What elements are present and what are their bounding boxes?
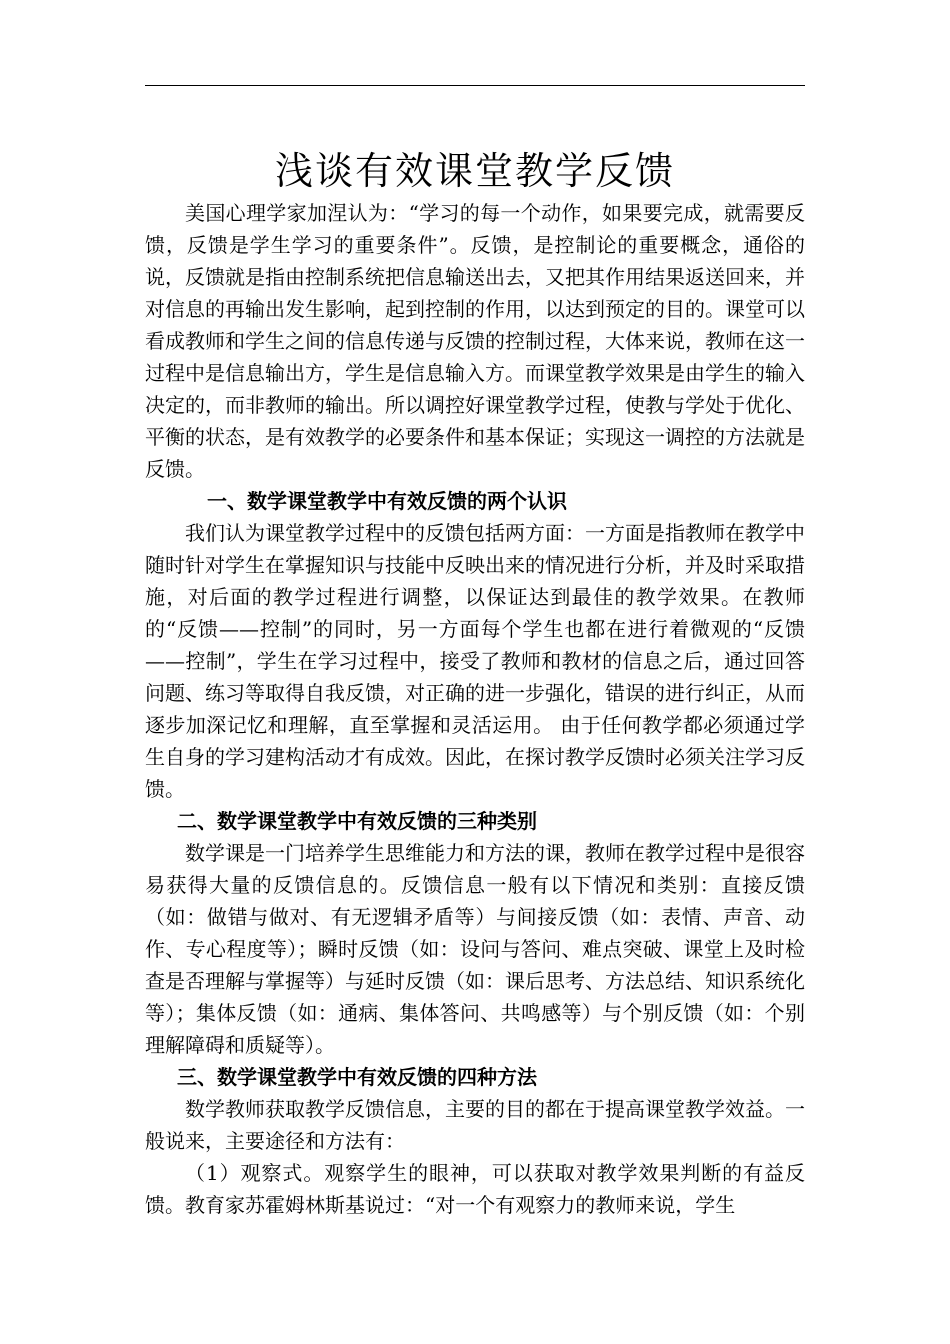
document-body	[145, 145, 805, 1221]
section-2-paragraph-1: 数学课是一门培养学生思维能力和方法的课，教师在教学过程中是很容易获得大量的反馈信息的。反馈信息一般有以下情况和类别：直接反馈（如：做错与做对、有无逻辑矛盾等）与间接反馈（如：表情、声音、动作、专心程度等）；瞬时反馈（如：设问与答问、难点突破、课堂上及时检查是否理解与掌握等）与延时反馈（如：课后思考、方法总结、知识系统化等）；集体反馈（如：通病、集体答问、共鸣感等）与个别反馈（如：个别理解障碍和质疑等）。	[145, 841, 805, 1057]
header-rule	[145, 85, 805, 86]
section-3-heading: 三、数学课堂教学中有效反馈的四种方法	[177, 1065, 537, 1089]
section-1-paragraph-1: 我们认为课堂教学过程中的反馈包括两方面：一方面是指教师在教学中随时针对学生在掌握知识与技能中反映出来的情况进行分析，并及时采取措施，对后面的教学过程进行调整，以保证达到最佳的教学效果。在教师的“反馈——控制”的同时，另一方面每个学生也都在进行着微观的“反馈——控制”，学生在学习过程中，接受了教师和教材的信息之后，通过回答问题、练习等取得自我反馈，对正确的进一步强化，错误的进行纠正，从而逐步加深记忆和理解，直至掌握和灵活运用。 由于任何教学都必须通过学生自身的学习建构活动才有成效。因此，在探讨教学反馈时必须关注学习反馈。	[145, 521, 805, 801]
section-2-heading: 二、数学课堂教学中有效反馈的三种类别	[177, 809, 537, 833]
section-3-paragraph-1: 数学教师获取教学反馈信息，主要的目的都在于提高课堂教学效益。一般说来，主要途径和方法有：	[145, 1097, 805, 1153]
section-1-heading: 一、数学课堂教学中有效反馈的两个认识	[207, 489, 567, 513]
intro-paragraph: 美国心理学家加涅认为：“学习的每一个动作，如果要完成，就需要反馈，反馈是学生学习的重要条件”。反馈，是控制论的重要概念，通俗的说，反馈就是指由控制系统把信息输送出去，又把其作用结果返送回来，并对信息的再输出发生影响，起到控制的作用，以达到预定的目的。课堂可以看成教师和学生之间的信息传递与反馈的控制过程，大体来说，教师在这一过程中是信息输出方，学生是信息输入方。而课堂教学效果是由学生的输入决定的，而非教师的输出。所以调控好课堂教学过程，使教与学处于优化、平衡的状态，是有效教学的必要条件和基本保证；实现这一调控的方法就是反馈。	[145, 201, 805, 481]
section-3-paragraph-2: （1）观察式。观察学生的眼神，可以获取对教学效果判断的有益反馈。教育家苏霍姆林斯基说过：“对一个有观察力的教师来说，学生	[145, 1161, 805, 1217]
document-title: 浅谈有效课堂教学反馈	[274, 149, 675, 193]
